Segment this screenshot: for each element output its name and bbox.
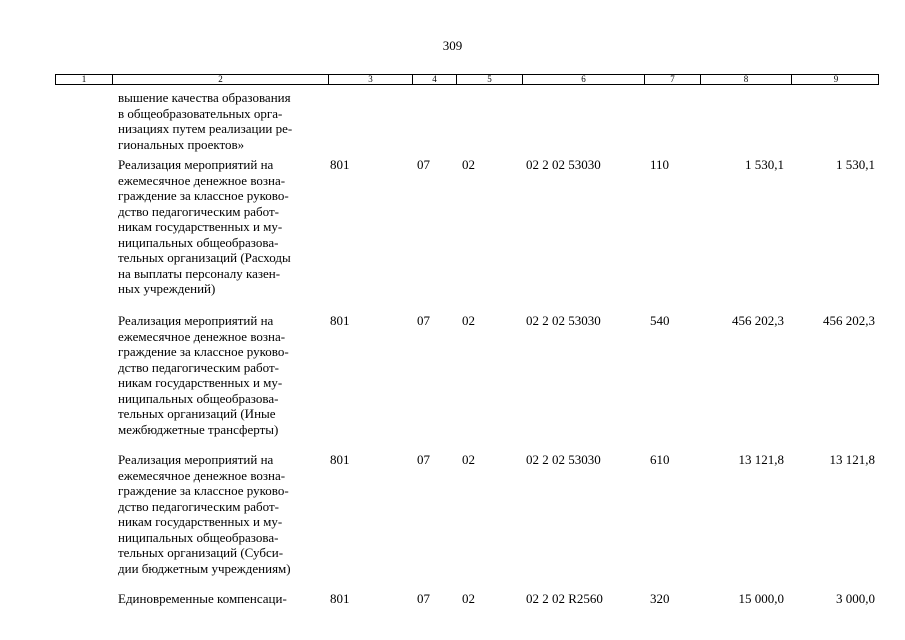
row-expense-type: 610 xyxy=(650,452,670,467)
row-target-code: 02 2 02 53030 xyxy=(526,452,601,467)
row-subsection-code: 02 xyxy=(462,157,475,172)
header-cell-3: 3 xyxy=(328,75,412,84)
row-amount-1: 456 202,3 xyxy=(732,313,784,328)
row-amount-1: 13 121,8 xyxy=(738,452,784,467)
header-cell-1: 1 xyxy=(81,74,87,84)
header-cell-2: 2 xyxy=(112,75,328,84)
row-ministry-code: 801 xyxy=(330,591,350,606)
header-cell-7: 7 xyxy=(644,75,700,84)
header-cell-5: 5 xyxy=(456,75,522,84)
row-section-code: 07 xyxy=(417,157,430,172)
row-target-code: 02 2 02 53030 xyxy=(526,157,601,172)
row-subsection-code: 02 xyxy=(462,591,475,606)
row-description: вышение качества образования в общеобразовательных орга- низациях путем реализации ре- гиональных проектов» xyxy=(118,90,293,152)
row-target-code: 02 2 02 R2560 xyxy=(526,591,603,606)
row-ministry-code: 801 xyxy=(330,313,350,328)
row-expense-type: 540 xyxy=(650,313,670,328)
row-subsection-code: 02 xyxy=(462,452,475,467)
row-amount-2: 3 000,0 xyxy=(836,591,875,606)
row-section-code: 07 xyxy=(417,591,430,606)
row-amount-1: 1 530,1 xyxy=(745,157,784,172)
row-amount-1: 15 000,0 xyxy=(738,591,784,606)
row-description: Реализация мероприятий на ежемесячное денежное возна- граждение за классное руково- дство педагогическим работ- никам государственных и му- ниципальных общеобразова- тельных организаций (Расходы на выплаты персоналу казен- ных учреждений) xyxy=(118,157,291,296)
page-number: 309 xyxy=(442,38,463,53)
row-section-code: 07 xyxy=(417,313,430,328)
row-section-code: 07 xyxy=(417,452,430,467)
row-description: Реализация мероприятий на ежемесячное денежное возна- граждение за классное руково- дство педагогическим работ- никам государственных и му- ниципальных общеобразова- тельных организаций (Субси- дии бюджетным учреждениям) xyxy=(118,452,291,576)
row-ministry-code: 801 xyxy=(330,452,350,467)
header-cell-9: 9 xyxy=(791,75,880,84)
row-subsection-code: 02 xyxy=(462,313,475,328)
table-header-row xyxy=(55,74,879,85)
row-amount-2: 1 530,1 xyxy=(836,157,875,172)
header-cell-6: 6 xyxy=(522,75,644,84)
row-ministry-code: 801 xyxy=(330,157,350,172)
header-cell-8: 8 xyxy=(700,75,791,84)
row-expense-type: 110 xyxy=(650,157,670,172)
row-amount-2: 13 121,8 xyxy=(829,452,875,467)
row-target-code: 02 2 02 53030 xyxy=(526,313,601,328)
row-description: Реализация мероприятий на ежемесячное денежное возна- граждение за классное руково- дство педагогическим работ- никам государственных и му- ниципальных общеобразова- тельных организаций (Иные межбюджетные трансферты) xyxy=(118,313,289,437)
row-amount-2: 456 202,3 xyxy=(823,313,875,328)
row-description: Единовременные компенсаци- xyxy=(118,591,287,606)
row-expense-type: 320 xyxy=(650,591,670,606)
header-cell-4: 4 xyxy=(412,75,456,84)
